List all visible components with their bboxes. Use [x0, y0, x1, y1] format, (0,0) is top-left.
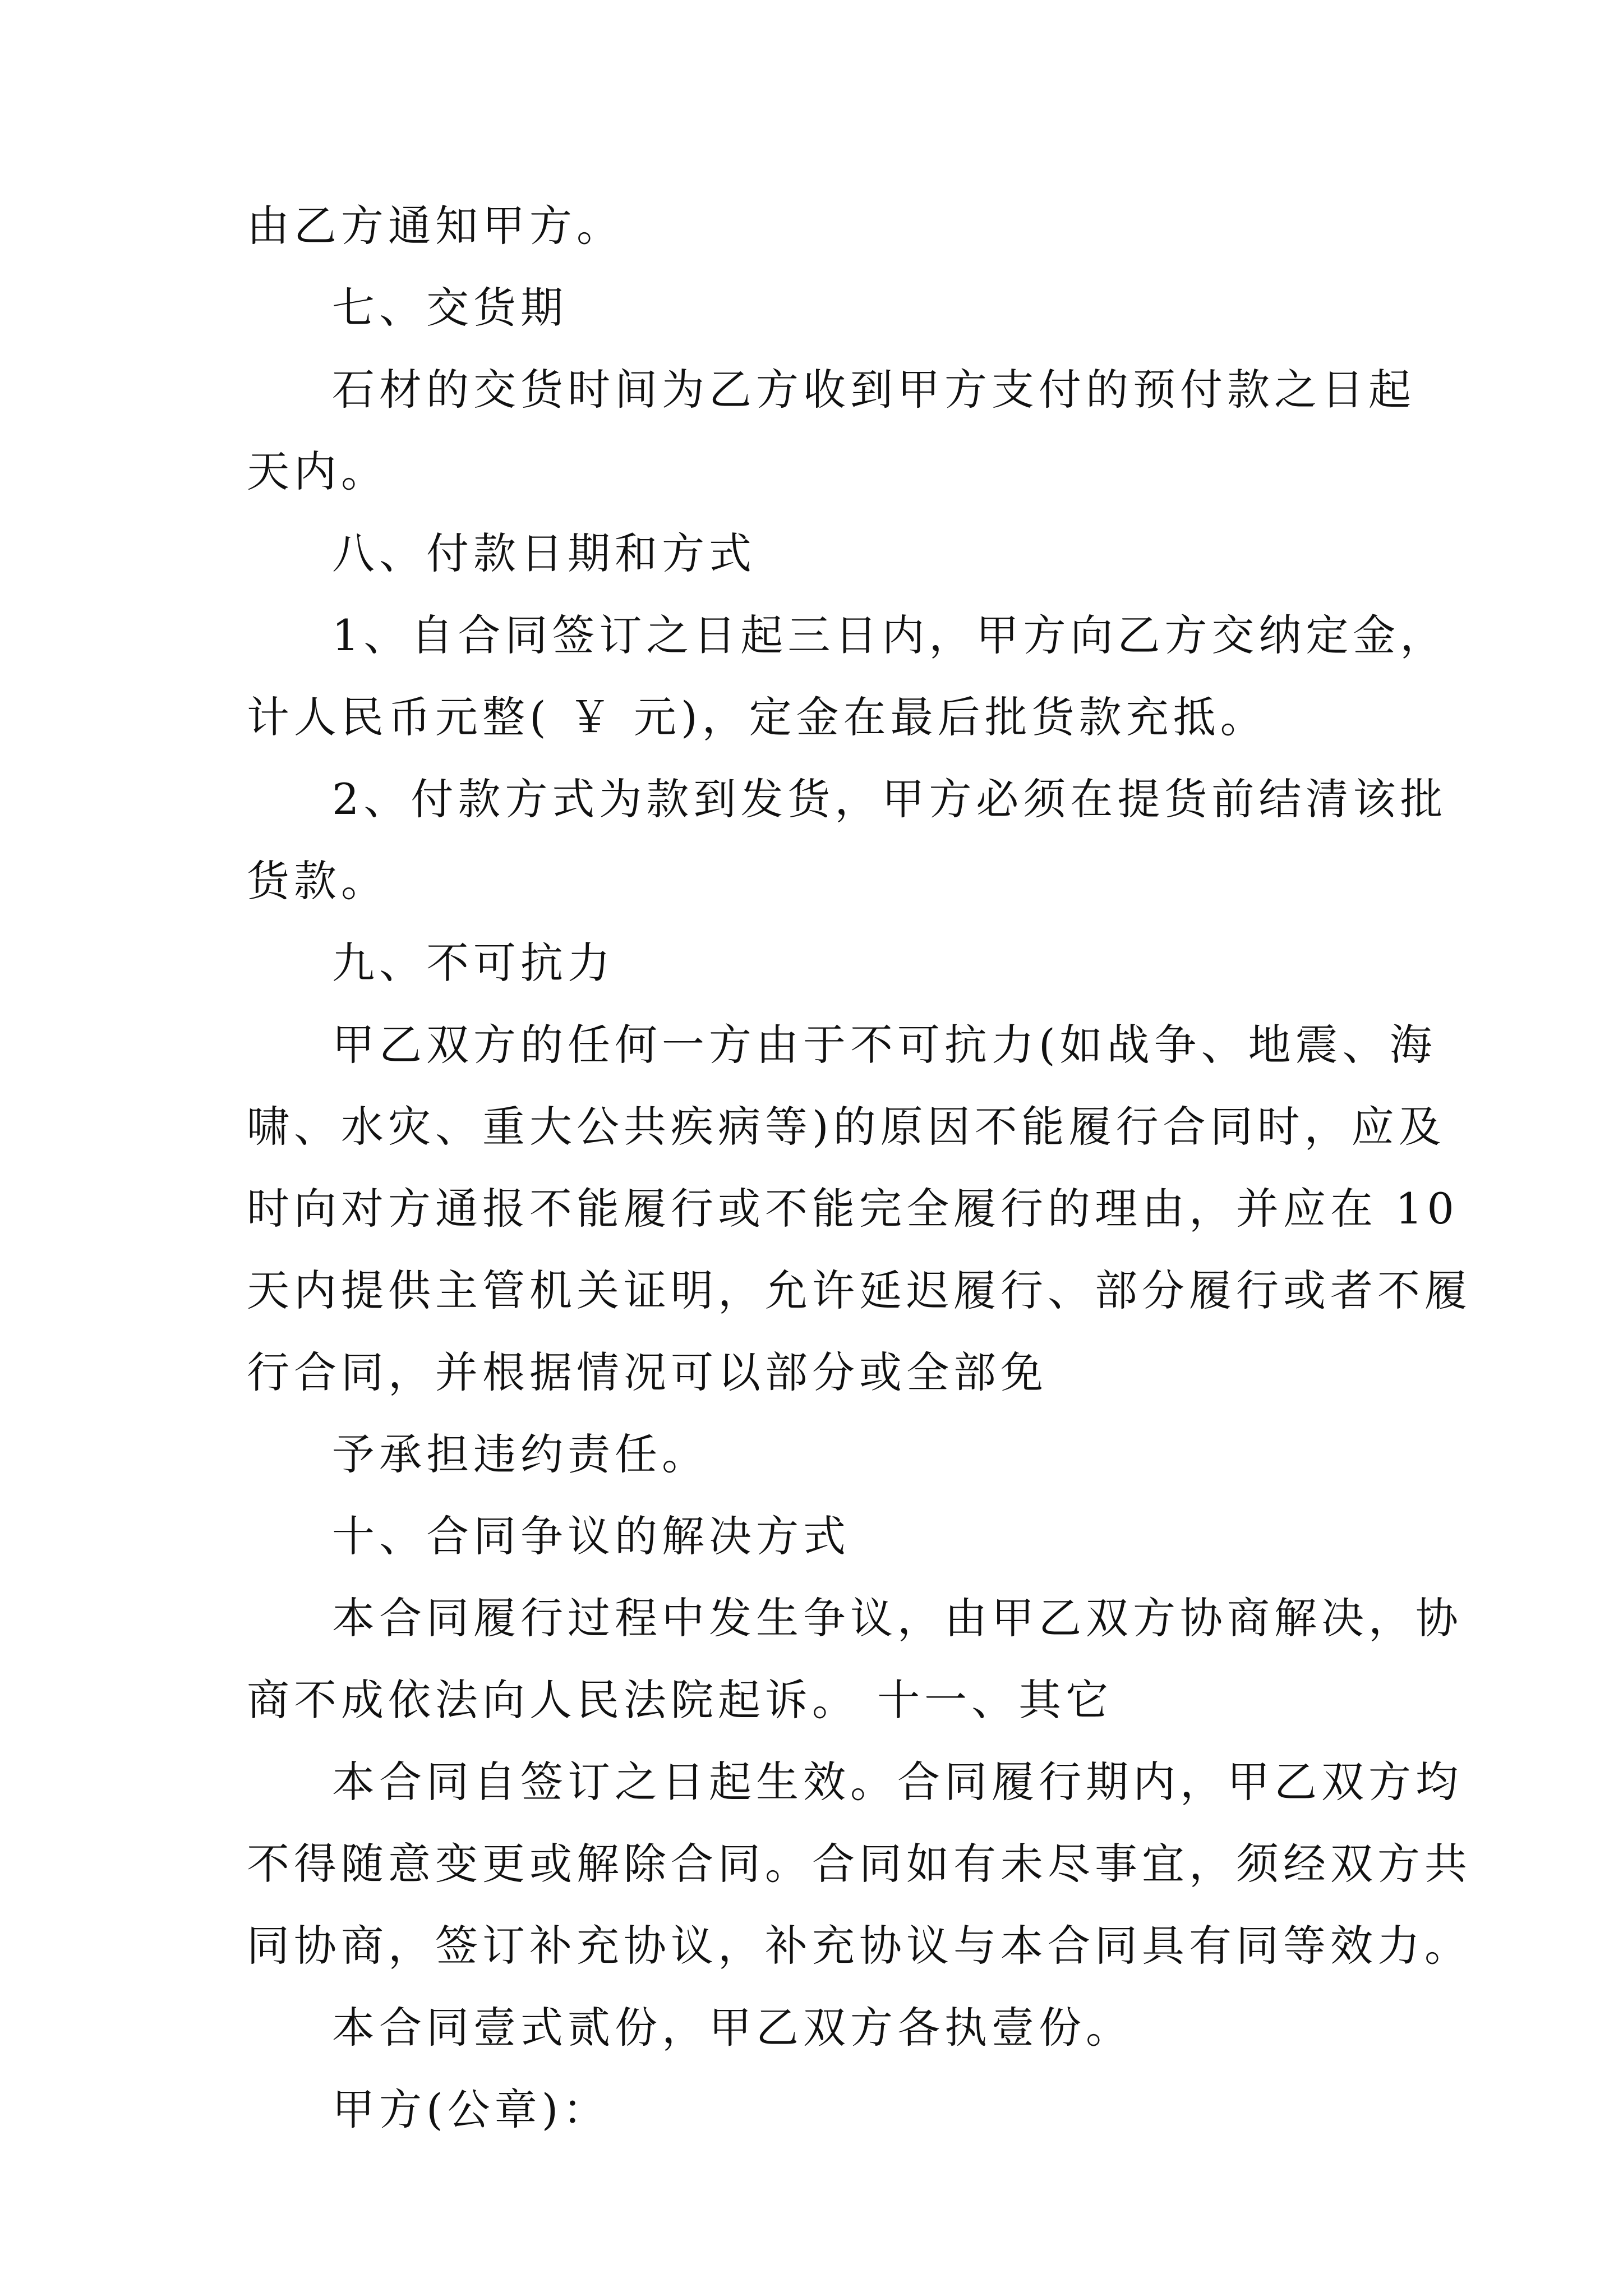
- text-line: 行合同，并根据情况可以部分或全部免: [247, 1347, 1048, 1397]
- text-line: 由乙方通知甲方。: [247, 201, 624, 251]
- text-line: 本合同壹式贰份，甲乙双方各执壹份。: [332, 2003, 1133, 2053]
- text-line: 石材的交货时间为乙方收到甲方支付的预付款之日起: [332, 365, 1415, 415]
- text-line: 天内。: [247, 447, 388, 496]
- text-line: 天内提供主管机关证明，允许延迟履行、部分履行或者不履: [247, 1266, 1472, 1315]
- text-line: 同协商，签订补充协议，补充协议与本合同具有同等效力。: [247, 1921, 1472, 1971]
- text-line: 啸、水灾、重大公共疾病等)的原因不能履行合同时，应及: [247, 1102, 1446, 1152]
- section-heading: 九、不可抗力: [332, 938, 615, 988]
- section-heading: 七、交货期: [332, 283, 568, 333]
- text-line: 计人民币元整( ￥ 元)，定金在最后批货款充抵。: [247, 692, 1267, 742]
- section-heading: 十、合同争议的解决方式: [332, 1511, 850, 1561]
- text-line: 甲乙双方的任何一方由于不可抗力(如战争、地震、海: [332, 1020, 1437, 1070]
- text-line: 不得随意变更或解除合同。合同如有未尽事宜，须经双方共: [247, 1839, 1472, 1889]
- contract-body: [247, 185, 1472, 2151]
- signature-label: 甲方(公章)：: [332, 2085, 610, 2134]
- text-line: 1、自合同签订之日起三日内，甲方向乙方交纳定金，: [332, 610, 1447, 660]
- text-line: 予承担违约责任。: [332, 1429, 709, 1479]
- text-line: 本合同履行过程中发生争议，由甲乙双方协商解决，协: [332, 1593, 1463, 1643]
- text-line: 货款。: [247, 856, 388, 906]
- text-line: 商不成依法向人民法院起诉。 十一、其它: [247, 1675, 1113, 1725]
- section-heading: 八、付款日期和方式: [332, 528, 756, 578]
- text-line: 本合同自签订之日起生效。合同履行期内，甲乙双方均: [332, 1757, 1463, 1807]
- text-line: 2、付款方式为款到发货，甲方必须在提货前结清该批: [332, 774, 1447, 824]
- text-line: 时向对方通报不能履行或不能完全履行的理由，并应在 10: [247, 1184, 1459, 1234]
